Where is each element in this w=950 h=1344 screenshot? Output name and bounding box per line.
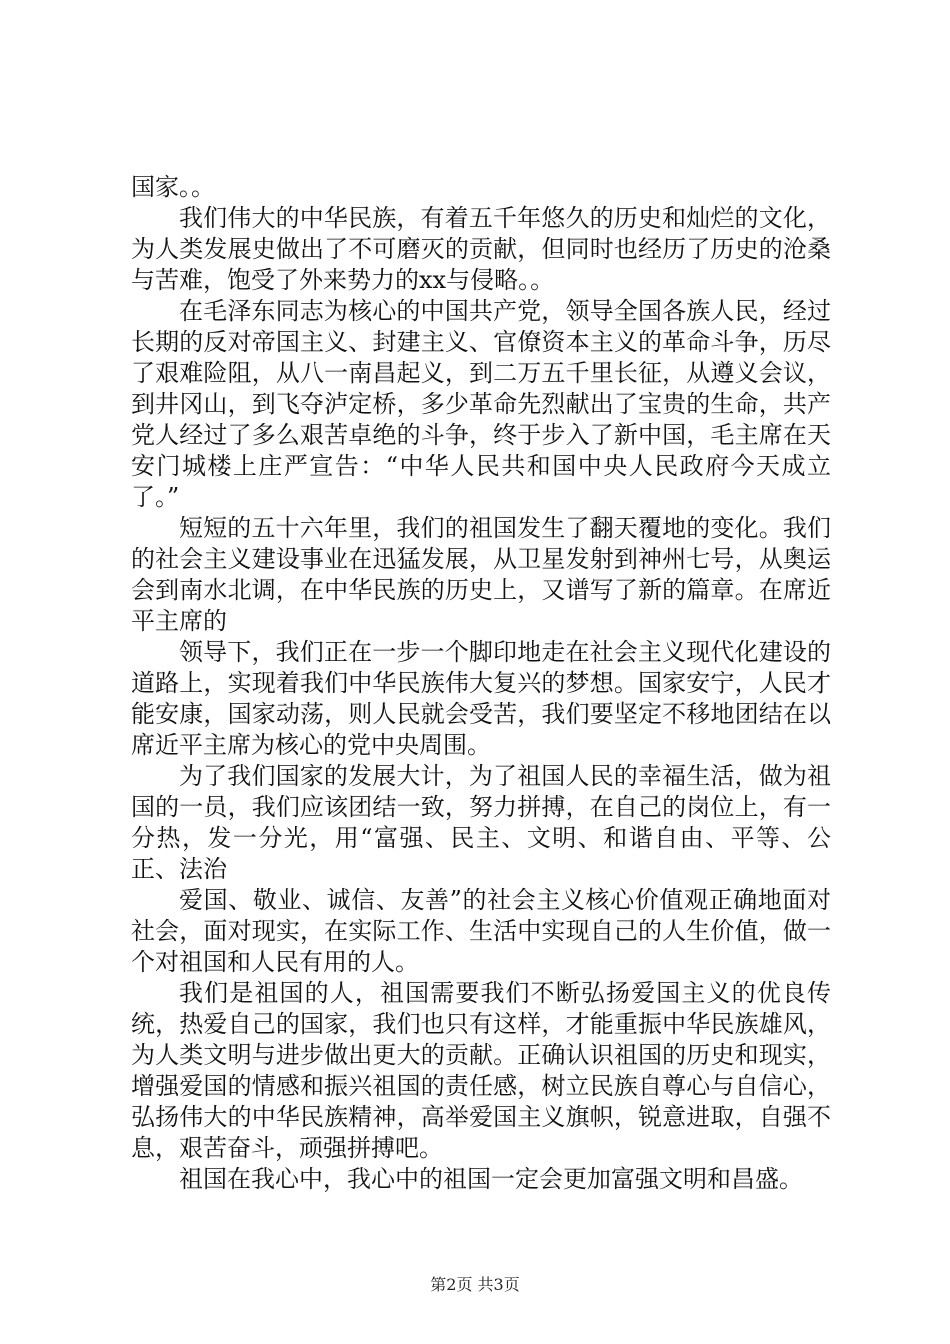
document-body xyxy=(131,172,831,1195)
paragraph-3: 在毛泽东同志为核心的中国共产党，领导全国各族人民，经过长期的反对帝国主义、封建主义、官僚资本主义的革命斗争，历尽了艰难险阻，从八一南昌起义，到二万五千里长征，从遵义会议，到井冈山，到飞夺泸定桥，多少革命先烈献出了宝贵的生命，共产党人经过了多么艰苦卓绝的斗争，终于步入了新中国，毛主席在天安门城楼上庄严宣告：“中华人民共和国中央人民政府今天成立了。” xyxy=(131,297,831,511)
paragraph-7: 爱国、敬业、诚信、友善”的社会主义核心价值观正确地面对社会，面对现实，在实际工作、生活中实现自己的人生价值，做一个对祖国和人民有用的人。 xyxy=(131,886,831,976)
paragraph-1: 国家。。 xyxy=(131,173,215,201)
page-footer: 第2页 共3页 xyxy=(430,1275,520,1294)
paragraph-8: 我们是祖国的人，祖国需要我们不断弘扬爱国主义的优良传统，热爱自己的国家，我们也只有这样，才能重振中华民族雄风，为人类文明与进步做出更大的贡献。正确认识祖国的历史和现实，增强爱国的情感和振兴祖国的责任感，树立民族自尊心与自信心，弘扬伟大的中华民族精神，高举爱国主义旗帜，锐意进取，自强不息，艰苦奋斗，顽强拼搏吧。 xyxy=(131,979,831,1162)
paragraph-2: 我们伟大的中华民族，有着五千年悠久的历史和灿烂的文化，为人类发展史做出了不可磨灭的贡献，但同时也经历了历史的沧桑与苦难，饱受了外来势力的xx与侵略。。 xyxy=(131,204,831,294)
paragraph-9: 祖国在我心中，我心中的祖国一定会更加富强文明和昌盛。 xyxy=(179,1165,803,1193)
paragraph-4: 短短的五十六年里，我们的祖国发生了翻天覆地的变化。我们的社会主义建设事业在迅猛发展，从卫星发射到神州七号，从奥运会到南水北调，在中华民族的历史上，又谱写了新的篇章。在席近平主席的 xyxy=(131,514,831,635)
paragraph-6: 为了我们国家的发展大计，为了祖国人民的幸福生活，做为祖国的一员，我们应该团结一致，努力拼搏，在自己的岗位上，有一分热，发一分光，用“富强、民主、文明、和谐自由、平等、公正、法治 xyxy=(131,762,831,883)
paragraph-5: 领导下，我们正在一步一个脚印地走在社会主义现代化建设的道路上，实现着我们中华民族伟大复兴的梦想。国家安宁，人民才能安康，国家动荡，则人民就会受苦，我们要坚定不移地团结在以席近平主席为核心的党中央周围。 xyxy=(131,638,831,759)
